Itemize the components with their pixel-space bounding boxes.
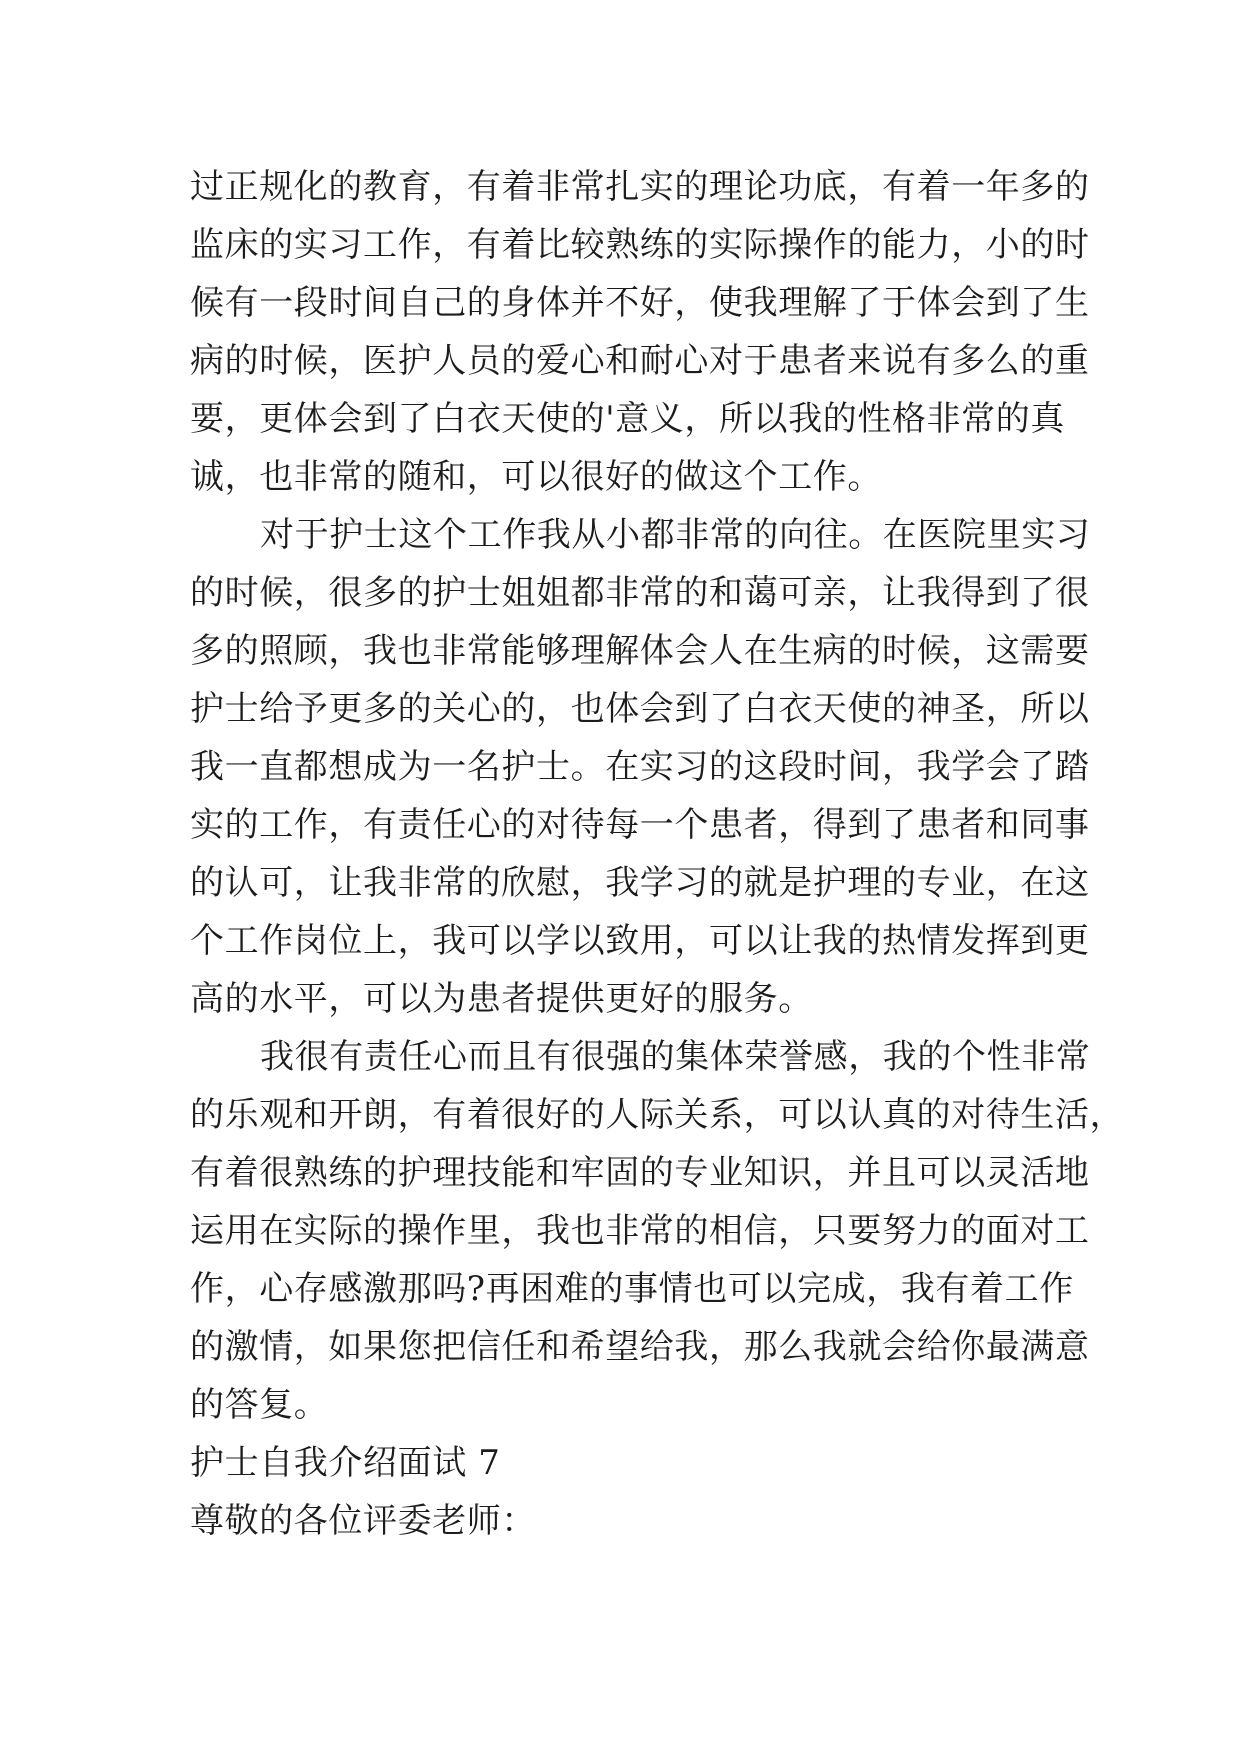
paragraph-2-line-7: 的认可，让我非常的欣慰，我学习的就是护理的专业，在这 — [190, 863, 1090, 903]
paragraph-3-line-1: 我很有责任心而且有很强的集体荣誉感，我的个性非常 — [260, 1037, 1091, 1077]
paragraph-2-line-5: 我一直都想成为一名护士。在实习的这段时间，我学会了踏 — [190, 747, 1090, 787]
paragraph-1-line-6: 诚，也非常的随和，可以很好的做这个工作。 — [190, 457, 882, 497]
paragraph-1-line-2: 监床的实习工作，有着比较熟练的实际操作的能力，小的时 — [190, 225, 1090, 265]
paragraph-2-line-3: 多的照顾，我也非常能够理解体会人在生病的时候，这需要 — [190, 631, 1090, 671]
paragraph-1-line-4: 病的时候，医护人员的爱心和耐心对于患者来说有多么的重 — [190, 341, 1090, 381]
paragraph-2-line-4: 护士给予更多的关心的，也体会到了白衣天使的神圣，所以 — [190, 689, 1090, 729]
paragraph-1-line-5: 要，更体会到了白衣天使的'意义，所以我的性格非常的真 — [190, 399, 1065, 439]
paragraph-3-line-7: 的答复。 — [190, 1385, 329, 1425]
paragraph-3-line-2: 的乐观和开朗，有着很好的人际关系，可以认真的对待生活， — [190, 1095, 1125, 1135]
section-title: 护士自我介绍面试 7 — [190, 1443, 501, 1483]
paragraph-2-line-2: 的时候，很多的护士姐姐都非常的和蔼可亲，让我得到了很 — [190, 573, 1090, 613]
paragraph-2-line-6: 实的工作，有责任心的对待每一个患者，得到了患者和同事 — [190, 805, 1090, 845]
paragraph-3-line-5: 作，心存感激那吗?再困难的事情也可以完成，我有着工作 — [190, 1269, 1074, 1309]
paragraph-1-line-3: 候有一段时间自己的身体并不好，使我理解了于体会到了生 — [190, 283, 1090, 323]
paragraph-3-line-3: 有着很熟练的护理技能和牢固的专业知识，并且可以灵活地 — [190, 1153, 1090, 1193]
paragraph-3-line-6: 的激情，如果您把信任和希望给我，那么我就会给你最满意 — [190, 1327, 1090, 1367]
paragraph-2-line-8: 个工作岗位上，我可以学以致用，可以让我的热情发挥到更 — [190, 921, 1090, 961]
paragraph-2-line-1: 对于护士这个工作我从小都非常的向往。在医院里实习 — [260, 515, 1091, 555]
document-body — [190, 158, 1125, 1550]
paragraph-1-line-1: 过正规化的教育，有着非常扎实的理论功底，有着一年多的 — [190, 167, 1090, 207]
salutation: 尊敬的各位评委老师： — [190, 1501, 536, 1541]
paragraph-3-line-4: 运用在实际的操作里，我也非常的相信，只要努力的面对工 — [190, 1211, 1090, 1251]
paragraph-2-line-9: 高的水平，可以为患者提供更好的服务。 — [190, 979, 813, 1019]
